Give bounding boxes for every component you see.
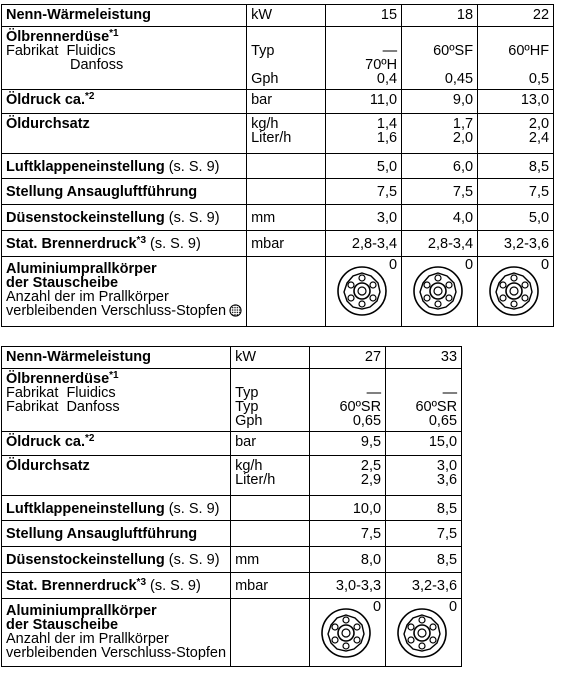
value-cell [402, 27, 478, 90]
row-label-cell [2, 432, 231, 456]
value-cell: 10,0 [310, 496, 386, 521]
value-cell: 15 [326, 5, 402, 27]
unit-text: Typ [235, 385, 259, 401]
row-label: Stat. Brennerdruck [6, 578, 137, 594]
row-label: Stat. Brennerdruck [6, 236, 137, 252]
row-label-cell [2, 369, 231, 432]
unit-cell: mm [231, 547, 310, 573]
footnote-marker: *2 [84, 433, 95, 444]
value-cell: 3,2-3,6 [478, 231, 554, 257]
value-cell: 8,0 [310, 547, 386, 573]
unit-cell [231, 496, 310, 521]
brand-name: Fluidics [66, 385, 116, 401]
manufacturer-label: Fabrikat [6, 399, 59, 415]
brand-name: Danfoss [70, 57, 124, 73]
baffle-plate-icon [320, 607, 372, 659]
value-cell: 7,5 [402, 179, 478, 205]
unit-cell [247, 114, 326, 154]
row-label-cell [2, 27, 247, 90]
value-cell: 8,5 [386, 547, 462, 573]
table-row [2, 5, 554, 27]
unit-cell [247, 154, 326, 179]
value-cell: 5,0 [478, 205, 554, 231]
page-reference: (s. S. 9) [164, 210, 220, 226]
value-cell [386, 369, 462, 432]
table-row [2, 347, 462, 369]
unit-text: kg/h [251, 116, 279, 132]
value-text: 1,4 [376, 116, 398, 132]
burner-settings-table-2 [1, 346, 462, 667]
value-cell: 9,0 [402, 90, 478, 114]
row-label-cell [2, 154, 247, 179]
row-label: Luftklappeneinstellung [6, 159, 165, 175]
value-text: 2,0 [528, 116, 550, 132]
row-description: verbleibenden Verschluss-Stopfen [6, 645, 227, 661]
unit-cell [247, 179, 326, 205]
row-label: Düsenstockeinstellung [6, 210, 165, 226]
value-text: 60ºSF [433, 43, 474, 59]
table-row [2, 432, 462, 456]
row-label-cell [2, 547, 231, 573]
table-row [2, 114, 554, 154]
value-cell: 18 [402, 5, 478, 27]
manufacturer-label: Fabrikat [6, 385, 59, 401]
row-label: Öldurchsatz [2, 114, 247, 154]
row-description: verbleibenden Verschluss-Stopfen [6, 303, 227, 319]
value-cell: 15,0 [386, 432, 462, 456]
table-row [2, 599, 462, 667]
unit-cell [231, 599, 310, 667]
row-label-cell [2, 599, 231, 667]
value-cell [310, 599, 386, 667]
value-text: 2,0 [452, 130, 474, 146]
value-text: — [442, 385, 458, 401]
table-row [2, 231, 554, 257]
value-text: 2,9 [360, 472, 382, 488]
value-cell: 9,5 [310, 432, 386, 456]
table-row [2, 496, 462, 521]
unit-cell: bar [247, 90, 326, 114]
value-text: 0 [372, 599, 382, 615]
row-label-cell [2, 231, 247, 257]
value-text: 0,65 [352, 413, 382, 429]
table-row [2, 547, 462, 573]
value-cell: 2,8-3,4 [402, 231, 478, 257]
row-label: Aluminiumprallkörper [6, 603, 157, 619]
value-cell: 7,5 [386, 521, 462, 547]
brand-name: Fluidics [66, 43, 116, 59]
value-text: 2,4 [528, 130, 550, 146]
unit-text: kg/h [235, 458, 263, 474]
value-cell: 3,0-3,3 [310, 573, 386, 599]
unit-cell: kW [231, 347, 310, 369]
value-text: 2,5 [360, 458, 382, 474]
value-cell: 8,5 [386, 496, 462, 521]
row-label: Ölbrennerdüse [6, 29, 110, 45]
value-text: 3,6 [436, 472, 458, 488]
value-text: 0 [388, 257, 398, 273]
value-cell: 13,0 [478, 90, 554, 114]
baffle-plate-icon [336, 265, 388, 317]
value-text: 0,5 [528, 71, 550, 87]
value-text: 0,65 [428, 413, 458, 429]
value-cell [326, 114, 402, 154]
row-label-cell [2, 90, 247, 114]
page-reference: (s. S. 9) [146, 236, 201, 252]
hatched-plug-icon [229, 304, 242, 317]
value-cell: 7,5 [310, 521, 386, 547]
value-cell [402, 114, 478, 154]
value-cell: 6,0 [402, 154, 478, 179]
table-row [2, 90, 554, 114]
unit-text: Liter/h [251, 130, 292, 146]
table-row [2, 521, 462, 547]
row-label: Öldruck ca. [6, 434, 85, 450]
footnote-marker: *2 [84, 91, 95, 102]
row-label: Öldurchsatz [2, 456, 231, 496]
value-cell: 3,0 [326, 205, 402, 231]
unit-cell [231, 521, 310, 547]
table-row [2, 205, 554, 231]
value-cell [326, 257, 402, 327]
value-cell: 5,0 [326, 154, 402, 179]
row-label: Ölbrennerdüse [6, 371, 110, 387]
row-label: Aluminiumprallkörper [6, 261, 157, 277]
table-row [2, 456, 462, 496]
page-reference: (s. S. 9) [164, 159, 220, 175]
table-row [2, 179, 554, 205]
unit-cell: mm [247, 205, 326, 231]
row-label: Stellung Ansaugluftführung [2, 179, 247, 205]
row-label-cell [2, 257, 247, 327]
unit-cell: mbar [231, 573, 310, 599]
value-cell [310, 369, 386, 432]
unit-text: Liter/h [235, 472, 276, 488]
value-text: — [366, 385, 382, 401]
unit-text: Typ [251, 43, 275, 59]
unit-cell [247, 257, 326, 327]
footnote-marker: *3 [136, 577, 146, 588]
value-cell: 3,2-3,6 [386, 573, 462, 599]
page-reference: (s. S. 9) [164, 552, 220, 568]
value-cell: 22 [478, 5, 554, 27]
row-label: der Stauscheibe [6, 617, 119, 633]
value-cell: 4,0 [402, 205, 478, 231]
value-cell [386, 456, 462, 496]
value-cell: 11,0 [326, 90, 402, 114]
unit-cell: bar [231, 432, 310, 456]
unit-cell: kW [247, 5, 326, 27]
page-reference: (s. S. 9) [146, 578, 201, 594]
value-text: 0 [448, 599, 458, 615]
value-text: 1,7 [452, 116, 474, 132]
value-cell [478, 27, 554, 90]
value-cell [478, 257, 554, 327]
row-label: der Stauscheibe [6, 275, 119, 291]
footnote-marker: *1 [109, 28, 119, 39]
baffle-plate-icon [396, 607, 448, 659]
value-text: 60ºSR [339, 399, 382, 415]
value-cell: 33 [386, 347, 462, 369]
row-label: Düsenstockeinstellung [6, 552, 165, 568]
unit-cell [247, 27, 326, 90]
row-label-cell [2, 496, 231, 521]
value-cell: 7,5 [478, 179, 554, 205]
value-cell [402, 257, 478, 327]
value-cell [386, 599, 462, 667]
burner-settings-table-1 [1, 4, 554, 327]
row-label: Nenn-Wärmeleistung [2, 5, 247, 27]
value-cell: 2,8-3,4 [326, 231, 402, 257]
value-cell [326, 27, 402, 90]
row-label: Luftklappeneinstellung [6, 501, 165, 517]
page-reference: (s. S. 9) [164, 501, 220, 517]
baffle-plate-icon [412, 265, 464, 317]
unit-text: Gph [251, 71, 279, 87]
row-description: Anzahl der im Prallkörper [6, 631, 169, 647]
value-text: 0 [540, 257, 550, 273]
unit-cell [231, 369, 310, 432]
unit-text: Typ [235, 399, 259, 415]
row-label: Stellung Ansaugluftführung [2, 521, 231, 547]
baffle-plate-icon [488, 265, 540, 317]
row-description: Anzahl der im Prallkörper [6, 289, 169, 305]
footnote-marker: *1 [109, 370, 119, 381]
unit-text: Gph [235, 413, 263, 429]
value-cell [478, 114, 554, 154]
unit-cell: mbar [247, 231, 326, 257]
row-label-cell [2, 205, 247, 231]
value-text: 0 [464, 257, 474, 273]
table-row [2, 369, 462, 432]
value-text: 70ºH [365, 57, 398, 73]
table-row [2, 257, 554, 327]
row-label-cell [2, 573, 231, 599]
value-text: 60ºSR [415, 399, 458, 415]
manufacturer-label: Fabrikat [6, 43, 59, 59]
value-text: — [382, 43, 398, 59]
table-row [2, 573, 462, 599]
value-cell: 7,5 [326, 179, 402, 205]
row-label: Öldruck ca. [6, 92, 85, 108]
brand-name: Danfoss [66, 399, 120, 415]
value-text: 1,6 [376, 130, 398, 146]
value-text: 0,4 [376, 71, 398, 87]
unit-cell [231, 456, 310, 496]
value-text: 3,0 [436, 458, 458, 474]
value-cell: 8,5 [478, 154, 554, 179]
value-cell [310, 456, 386, 496]
row-label: Nenn-Wärmeleistung [2, 347, 231, 369]
value-text: 60ºHF [508, 43, 550, 59]
table-row [2, 154, 554, 179]
footnote-marker: *3 [136, 235, 146, 246]
value-text: 0,45 [444, 71, 474, 87]
table-row [2, 27, 554, 90]
value-cell: 27 [310, 347, 386, 369]
